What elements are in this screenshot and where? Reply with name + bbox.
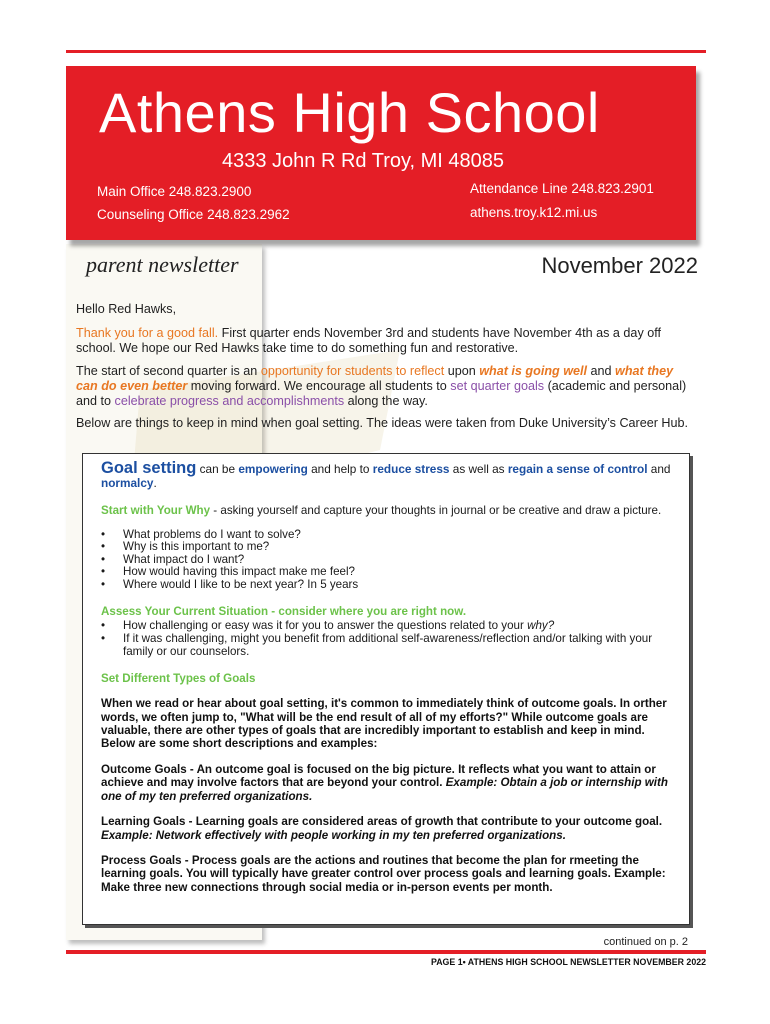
- outcome-goals-example: Example: Obtain a job or internship with one of my ten preferred organizations.: [101, 776, 668, 803]
- issue-month: November 2022: [541, 253, 698, 278]
- reflect-highlight: opportunity for students to reflect: [260, 364, 445, 378]
- normalcy-highlight: normalcy: [101, 476, 154, 490]
- school-name: Athens High School: [99, 81, 600, 144]
- bottom-rule: [66, 950, 706, 954]
- second-text-2: upon: [444, 364, 480, 378]
- list-item: • How would having this impact make me feel?: [101, 566, 671, 579]
- list-item: • Where would I like to be next year? In 5 years: [101, 579, 671, 592]
- reduce-stress-highlight: reduce stress: [372, 462, 450, 476]
- second-text-5: (academic and personal) and to: [76, 379, 687, 408]
- second-text-6: along the way.: [344, 394, 428, 408]
- process-goals-paragraph: [101, 854, 671, 894]
- main-office-phone: Main Office 248.823.2900: [97, 184, 252, 199]
- attendance-line-phone: Attendance Line 248.823.2901: [470, 181, 654, 196]
- quarter-goals-highlight: set quarter goals: [450, 379, 545, 393]
- school-website: athens.troy.k12.mi.us: [470, 205, 598, 220]
- regain-control-highlight: regain a sense of control: [507, 462, 648, 476]
- thanks-highlight: Thank you for a good fall.: [76, 326, 219, 340]
- goal-intro: [101, 461, 671, 490]
- goal-intro-5: .: [153, 476, 157, 490]
- second-text-1: The start of second quarter is an: [76, 364, 261, 378]
- newsletter-label: parent newsletter: [86, 252, 239, 277]
- assess-list: [101, 620, 671, 658]
- why-section: [101, 504, 671, 518]
- thanks-text: First quarter ends November 3rd and students have November 4th as a day off school. We hope our Red Hawks take time to do something fun and restorative.: [76, 326, 662, 355]
- goal-intro-4: and: [647, 462, 671, 476]
- list-item: • Why is this important to me?: [101, 541, 671, 554]
- types-heading: Set Different Types of Goals: [101, 672, 256, 686]
- second-text-3: and: [587, 364, 616, 378]
- goal-intro-3: as well as: [449, 462, 508, 476]
- goal-intro-1: can be: [196, 462, 239, 476]
- counseling-office-phone: Counseling Office 248.823.2962: [97, 207, 290, 222]
- below-paragraph: Below are things to keep in mind when goal setting. The ideas were taken from Duke University’s Career Hub.: [76, 416, 689, 430]
- outcome-goals-paragraph: [101, 763, 671, 803]
- goal-title: Goal setting: [101, 459, 197, 477]
- goal-setting-box: [82, 453, 690, 925]
- learning-goals-text: Learning goals are considered areas of growth that contribute to your outcome goal.: [195, 815, 663, 829]
- greeting: Hello Red Hawks,: [76, 302, 177, 316]
- list-item: • What problems do I want to solve?: [101, 529, 671, 542]
- thanks-paragraph: [76, 326, 696, 356]
- continued-note: continued on p. 2: [603, 936, 688, 948]
- why-heading: Start with Your Why: [101, 504, 211, 517]
- list-item: • What impact do I want?: [101, 554, 671, 567]
- learning-goals-paragraph: [101, 815, 671, 842]
- page-footer: PAGE 1• ATHENS HIGH SCHOOL NEWSLETTER NOVEMBER 2022: [430, 957, 706, 967]
- learning-goals-example: Example: Network effectively with people working in my ten preferred organizations.: [101, 828, 566, 842]
- learning-goals-label: Learning Goals -: [101, 815, 196, 829]
- header-banner: [66, 66, 696, 240]
- assess-heading: Assess Your Current Situation - consider where you are right now.: [101, 605, 467, 619]
- why-text: - asking yourself and capture your thoughts in journal or be creative and draw a picture.: [210, 504, 662, 517]
- school-address: 4333 John R Rd Troy, MI 48085: [222, 150, 505, 172]
- outcome-goals-text: An outcome goal is focused on the big picture. It reflects what you want to attain or achieve and may involve factors that are beyond your control.: [101, 762, 656, 790]
- outcome-goals-label: Outcome Goals -: [101, 762, 197, 776]
- empowering-highlight: empowering: [238, 462, 308, 476]
- goal-intro-2: and help to: [307, 462, 373, 476]
- second-text-4: moving forward. We encourage all students to: [187, 379, 451, 393]
- types-paragraph: When we read or hear about goal setting, it's common to immediately think of outcome goals. In orther words, we often jump to, "What will be the end result of all of my efforts?" While outcome goals are valuable, there are other types of goals that are incredibly important to establish and keep in mind. Below are some short descriptions and examples:: [101, 697, 667, 751]
- assess-item-1-why: why?: [527, 619, 555, 633]
- going-well-highlight: what is going well: [479, 364, 588, 378]
- list-item: • If it was challenging, might you benefit from additional self-awareness/reflection and/or talking with your family or our counselors.: [101, 633, 671, 658]
- process-goals-label: Process Goals -: [101, 853, 192, 867]
- process-goals-text: Process goals are the actions and routines that become the plan for rmeeting the learning goals. You will typically have greater control over process goals and learning goals. Example: Make three new connections through social media or in-person events per month.: [101, 853, 666, 894]
- do-better-highlight: what they can do even better: [76, 364, 674, 393]
- why-list: [101, 529, 671, 592]
- assess-item-1-text: How challenging or easy was it for you to answer the questions related to your: [123, 619, 528, 633]
- second-quarter-paragraph: [76, 364, 696, 409]
- top-rule: [66, 50, 706, 53]
- celebrate-highlight: celebrate progress and accomplishments: [114, 394, 345, 408]
